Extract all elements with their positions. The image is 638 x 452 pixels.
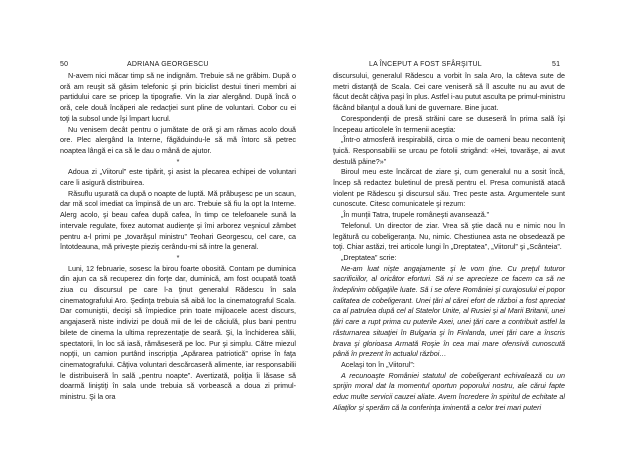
body-paragraph: Telefonul. Un director de ziar. Vrea să ştie dacă nu e nimic nou în legătură cu cobeligeranţa. Nu, nimic. Chestiunea asta ne obsedează pe toţi. Chiar astăzi, trei articole lungi în „Dreptatea”, „Viitorul” şi „Scânteia”.	[333, 220, 565, 252]
section-break-asterisk: *	[176, 252, 180, 262]
body-paragraph: Adoua zi „Viitorul” este tipărit, şi asist la plecarea echipei de voluntari care îi asigură distribuirea.	[60, 167, 296, 188]
right-page-body	[333, 71, 565, 414]
running-head-title: LA ÎNCEPUT A FOST SFÂRŞITUL	[369, 61, 482, 68]
quoted-paragraph: Ne-am luat nişte angajamente şi le vom ţine. Cu preţul tuturor sacrificiilor, al oricâtor eforturi. Să ni se aprecieze ce facem ca să ne îndeplinim obligaţiile luate. Să i se ofere României şi curajosului ei popor calitatea de cobeligerant. Unei ţări al cărei efort de război a fost apreciat ca al patrulea după cel al Statelor Unite, al Rusiei şi al Marii Britanii, unei ţări care a rupt prima cu puterile Axei, unei ţări care a contribuit astfel la răsturnarea situaţiei în Bulgaria şi în Finlanda, unei ţări care a înscris brava şi glorioasa Armată Roşie în cea mai mare ofensivă cunoscută până în prezent în actualul război…	[333, 263, 565, 359]
body-paragraph: Nu venisem decât pentru o jumătate de oră şi am rămas acolo două ore. Plec alergând la Interne, făgăduindu-le să mă întorc să petrec noaptea lângă ei ca să le dau o mână de ajutor.	[60, 124, 296, 155]
body-paragraph: Luni, 12 februarie, sosesc la birou foarte obosită. Contam pe duminica din ajun ca să recuperez din forţe dar, duminică, am fost ocupată toată ziua cu discursul pe care l-a ţinut generalul Rădescu în sala cinematografului Aro. Şedinţa trebuia să aibă loc la cinematograful Scala. Dar comuniştii, decişi să împiedice prin toate mijloacele acest discurs, angajaseră niste indivizi pe două mii de lei de căciulă, plus bani pentru bilete de cinema la ultima reprezentaţie de seară. Şi, la închiderea sălii, spectatorii, în loc să iasă, rămăseseră pe loc. Pur şi simplu. Către miezul nopţii, un camion purtând inscripţia „Apărarea patriotică” oprise în faţa cinematografului. Câţiva voluntari descărcaseră alimente, iar responsabilii le distribuiseră în sală „pentru noapte”. Avertizată, poliţia îi lăsase să doarmă liniştiţi în sala unde trebuia să vorbească a doua zi primul-ministru. Şi la ora	[60, 263, 296, 402]
page-number-right: 51	[552, 61, 561, 68]
body-paragraph: „Într-o atmosferă irespirabilă, circa o mie de oameni beau neconteniţ ţuică. Responsabilii se urcau pe fotolii strigând: «Hei, tovarăşe, ai avut destulă pâine?»”	[333, 135, 565, 166]
running-head-author: ADRIANA GEORGESCU	[127, 61, 209, 68]
page-number-left: 50	[60, 61, 69, 68]
body-paragraph: „În munţii Tatra, trupele româneşti avansează.”	[341, 210, 490, 220]
body-paragraph: Acelaşi ton în „Viitorul”:	[341, 359, 415, 369]
left-page-body	[60, 71, 296, 403]
body-paragraph: Răsuflu uşurată ca după o noapte de luptă. Mă prăbuşesc pe un scaun, dar mă scol imediat ca împinsă de un arc. Trebuie să fiu la opt la Interne. Alerg acolo, şi beau cafea după cafea, în timp ce telefoanele sună la intervale regulate, fixez automat audienţe şi îmi arborez veşnicul zâmbet pentru a-l primi pe „tovarăşul ministru” Teohari Georgescu, cel care, ca întotdeauna, mă priveşte pieziş cerându-mi să intre la general.	[60, 188, 296, 252]
quoted-paragraph: A recunoaşte României statutul de cobeligerant echivalează cu un sprijin moral dat la momentul oportun poporului nostru, ale cărui fapte educ multe servicii cauzei aliate. Avem încredere în spiritul de echitate al Aliaţilor şi sperăm că la conferinţa iminentă a celor trei mari puteri	[333, 370, 565, 412]
section-break-asterisk: *	[176, 156, 180, 166]
body-paragraph: „Dreptatea” scrie:	[341, 252, 397, 262]
body-paragraph: N-avem nici măcar timp să ne indignăm. Trebuie să ne grăbim. După o oră am reuşit să găsim telefonic şi prin biciclist destui tineri membri ai partidului care se pricep la tipografie. Vin la ziar alergând. După încă o oră, cele două încăperi ale redacţiei sunt pline de voluntari. Cobor cu ei toţi la subsol unde îşi împart lucrul.	[60, 71, 296, 123]
body-paragraph: Biroul meu este încărcat de ziare şi, cum generalul nu a sosit încă, încep să redactez buletinul de presă pentru el. Presa comunistă atacă violent pe Rădescu şi discursul său. Trec peste asta. Argumentele sunt cunoscute. Citesc comunicatele şi rezum:	[333, 167, 565, 209]
body-paragraph: discursului, generalul Rădescu a vorbit în sala Aro, la câteva sute de metri distanţă de Scala. Cei care veniseră să îl asculte nu au avut de făcut decât câţiva paşi în plus. Astfel i-au putut asculta pe primul-ministru făcând bilanţul a două luni de guvernare. Bine jucat.	[333, 71, 565, 113]
body-paragraph: Corespondenţii de presă străini care se duseseră în prima sală îşi începeau articolele în termenii aceştia:	[333, 113, 565, 134]
